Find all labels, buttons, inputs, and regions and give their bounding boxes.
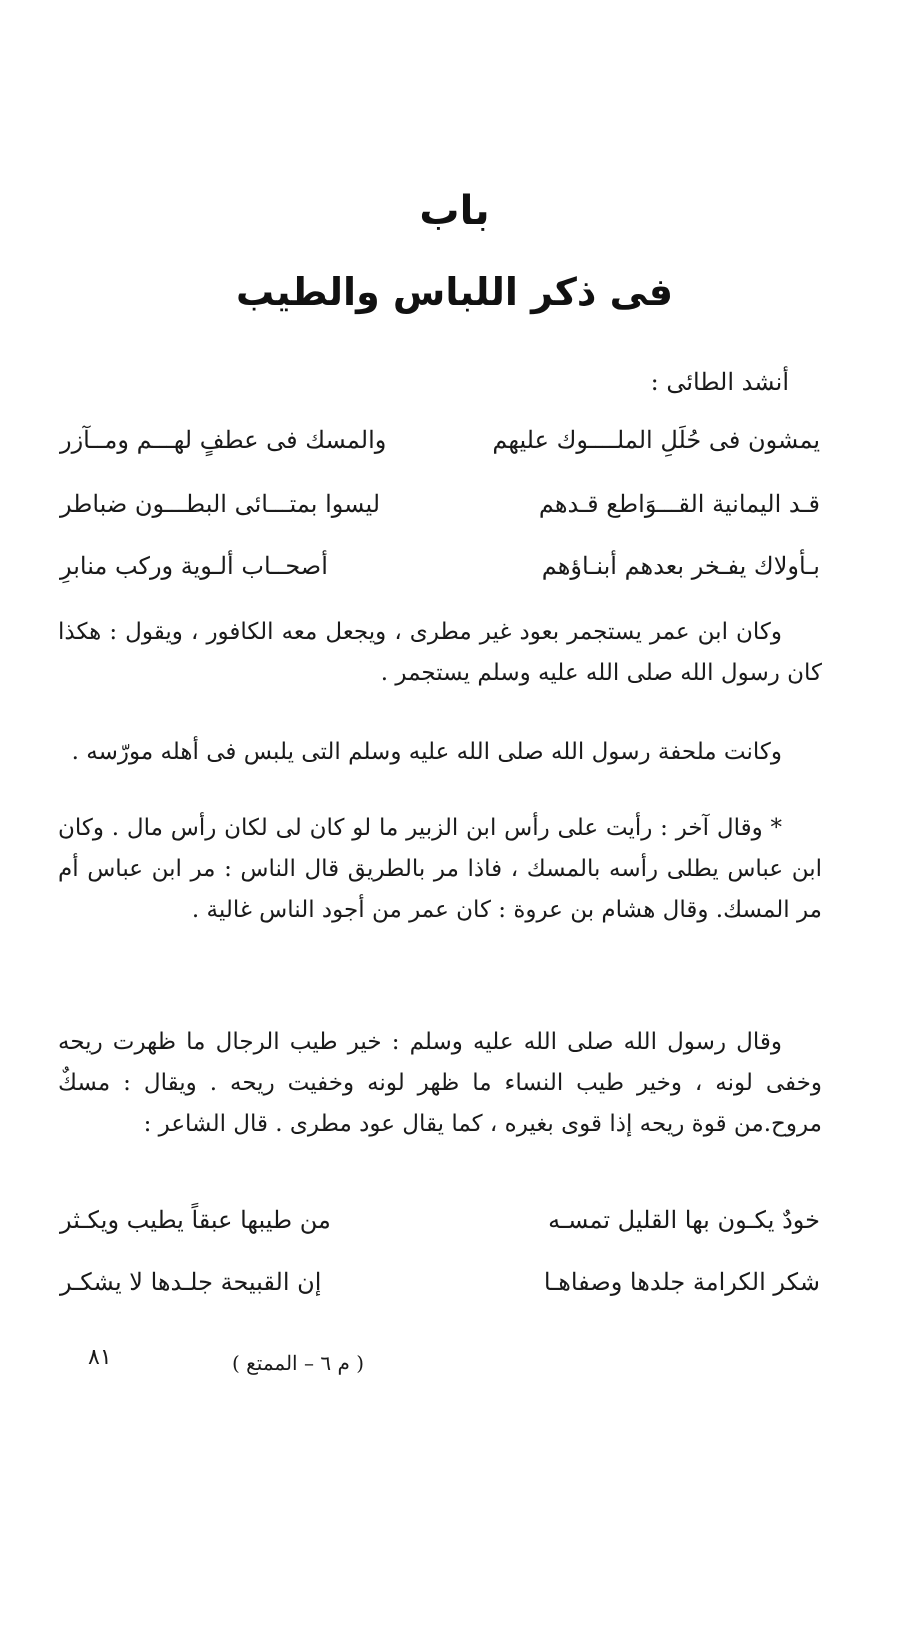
poem-verse	[60, 1206, 820, 1256]
verse-second-hemistich: والمسك فى عطفٍ لهـــم ومــآزر	[60, 426, 387, 454]
poem-verse	[60, 490, 820, 540]
verse-first-hemistich: شكر الكرامة جلدها وصفاهـا	[543, 1268, 820, 1296]
verse-first-hemistich: بـأولاك يفـخر بعدهم أبنـاؤهم	[541, 552, 820, 580]
poem-verse	[60, 552, 820, 602]
verse-second-hemistich: أصحــاب ألـوية وركب منابرِ	[60, 552, 328, 580]
paragraph-text: وقال رسول الله صلى الله عليه وسلم : خير طيب الرجال ما ظهرت ريحه وخفى لونه ، وخير طيب النساء ما ظهر لونه وخفيت ريحه . ويقال : مسكٌ مروح.من قوة ريحه إذا قوى بغيره ، كما يقال عود مطرى . قال الشاعر :	[58, 1029, 822, 1137]
page-number: ٨١	[88, 1345, 112, 1370]
paragraph-text: * وقال آخر : رأيت على رأس ابن الزبير ما لو كان لى لكان رأس مال . وكان ابن عباس يطلى رأسه بالمسك ، فاذا مر بالطريق قال الناس : مر ابن عباس أم مر المسك. وقال هشام بن عروة : كان عمر من أجود الناس غالية .	[58, 815, 822, 923]
poem-verse	[60, 1268, 820, 1318]
paragraph-text: وكانت ملحفة رسول الله صلى الله عليه وسلم التى يلبس فى أهله مورّسه .	[71, 739, 782, 765]
paragraph	[58, 1022, 822, 1145]
poem-introduction: أنشد الطائى :	[650, 368, 789, 396]
chapter-title: فى ذكر اللباس والطيب	[236, 270, 673, 314]
paragraph	[58, 808, 822, 931]
verse-first-hemistich: خودٌ يكـون بها القليل تمسـه	[548, 1206, 820, 1234]
verse-second-hemistich: من طيبها عبقاً يطيب ويكـثر	[60, 1206, 331, 1234]
paragraph-text: وكان ابن عمر يستجمر بعود غير مطرى ، ويجعل معه الكافور ، ويقول : هكذا كان رسول الله صلى الله عليه وسلم يستجمر .	[58, 619, 822, 686]
signature-mark: ( م ٦ – الممتع )	[232, 1351, 364, 1375]
verse-first-hemistich: قـد اليمانية القـــوَاطع قـدهم	[538, 490, 820, 518]
paragraph	[58, 732, 822, 773]
verse-first-hemistich: يمشون فى حُلَلِ الملــــوك عليهم	[492, 426, 820, 454]
chapter-label: باب	[419, 188, 490, 234]
verse-second-hemistich: إن القبيحة جلـدها لا يشكـر	[60, 1268, 322, 1296]
page-footer	[0, 1345, 909, 1385]
verse-second-hemistich: ليسوا بمتـــائى البطـــون ضباطر	[60, 490, 381, 518]
poem-verse	[60, 426, 820, 476]
paragraph	[58, 612, 822, 694]
